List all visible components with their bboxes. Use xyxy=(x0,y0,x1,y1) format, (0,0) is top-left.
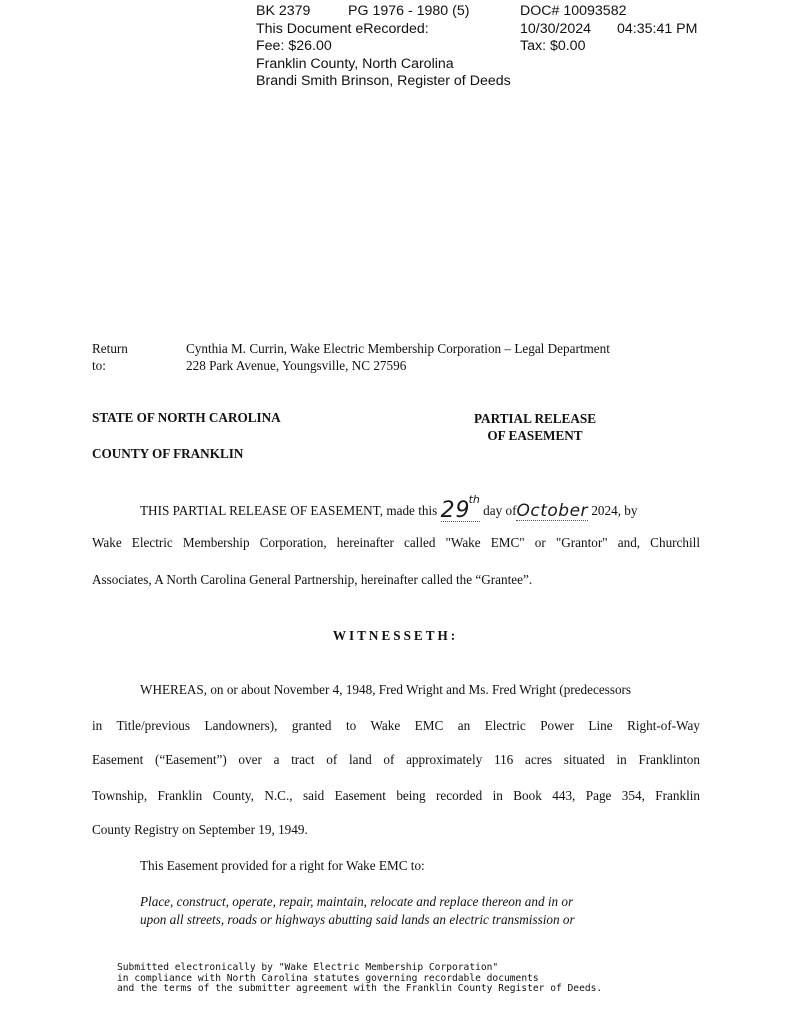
intro-line-3: Associates, A North Carolina General Partnership, hereinafter called the “Grantee”. xyxy=(92,572,533,587)
doc-number: DOC# 10093582 xyxy=(520,3,627,19)
intro-line-2: Wake Electric Membership Corporation, hereinafter called "Wake EMC" or "Grantor" and, Churchill xyxy=(92,535,700,550)
return-to-line-1: Cynthia M. Currin, Wake Electric Membership Corporation – Legal Department xyxy=(186,341,610,356)
day-suffix: th xyxy=(468,493,480,506)
whereas-line-5: County Registry on September 19, 1949. xyxy=(92,822,308,837)
whereas-line-4: Township, Franklin County, N.C., said Easement being recorded in Book 443, Page 354, Franklin xyxy=(92,788,700,803)
quote-line-1: Place, construct, operate, repair, maintain, relocate and replace thereon and in or xyxy=(140,894,574,909)
return-to-address xyxy=(186,340,610,374)
month-name: October xyxy=(516,501,589,521)
erecorded-label: This Document eRecorded: xyxy=(256,20,429,37)
title-line-2: OF EASEMENT xyxy=(487,428,583,443)
footer-line-2: in compliance with North Carolina statutes governing recordable documents xyxy=(117,972,539,984)
county-state: Franklin County, North Carolina xyxy=(256,55,454,72)
return-to-label: Return to: xyxy=(92,341,128,373)
return-to-line-2: 228 Park Avenue, Youngsville, NC 27596 xyxy=(186,358,407,373)
footer-line-1: Submitted electronically by "Wake Electric Membership Corporation" xyxy=(117,962,499,973)
intro-line-1 xyxy=(140,493,638,523)
whereas-line-2: in Title/previous Landowners), granted to Wake EMC an Electric Power Line Right-of-Way xyxy=(92,718,700,733)
state-caption: STATE OF NORTH CAROLINA xyxy=(92,410,281,425)
erecorded-date: 10/30/2024 xyxy=(520,20,592,37)
fee: Fee: $26.00 xyxy=(256,38,332,54)
register-of-deeds: Brandi Smith Brinson, Register of Deeds xyxy=(256,73,511,89)
page-range: PG 1976 - 1980 (5) xyxy=(348,3,470,19)
easement-provided: This Easement provided for a right for Wake EMC to: xyxy=(140,858,425,873)
witnesseth-heading: WITNESSETH: xyxy=(332,628,459,643)
footer-line-3: and the terms of the submitter agreement with the Franklin County Register of Deeds. xyxy=(117,983,603,994)
whereas-line-1: WHEREAS, on or about November 4, 1948, Fred Wright and Ms. Fred Wright (predecessors xyxy=(140,682,632,697)
book-number: BK 2379 xyxy=(256,3,311,19)
submission-footer xyxy=(117,963,602,995)
year-suffix: 2024, by xyxy=(591,503,638,518)
intro-prefix: THIS PARTIAL RELEASE OF EASEMENT, made this xyxy=(140,503,438,518)
title-line-1: PARTIAL RELEASE xyxy=(473,411,597,426)
erecorded-time: 04:35:41 PM xyxy=(617,20,698,37)
day-number: 29 xyxy=(440,498,471,523)
quote-line-2: upon all streets, roads or highways abutting said lands an electric transmission or xyxy=(140,912,575,927)
document-title xyxy=(430,410,640,444)
handwritten-day xyxy=(440,493,480,523)
county-caption: COUNTY OF FRANKLIN xyxy=(92,446,244,461)
handwritten-month xyxy=(516,500,588,521)
day-of-label: day of xyxy=(483,503,517,518)
tax: Tax: $0.00 xyxy=(520,38,586,54)
whereas-line-3: Easement (“Easement”) over a tract of land of approximately 116 acres situated in Franklinton xyxy=(92,752,700,767)
